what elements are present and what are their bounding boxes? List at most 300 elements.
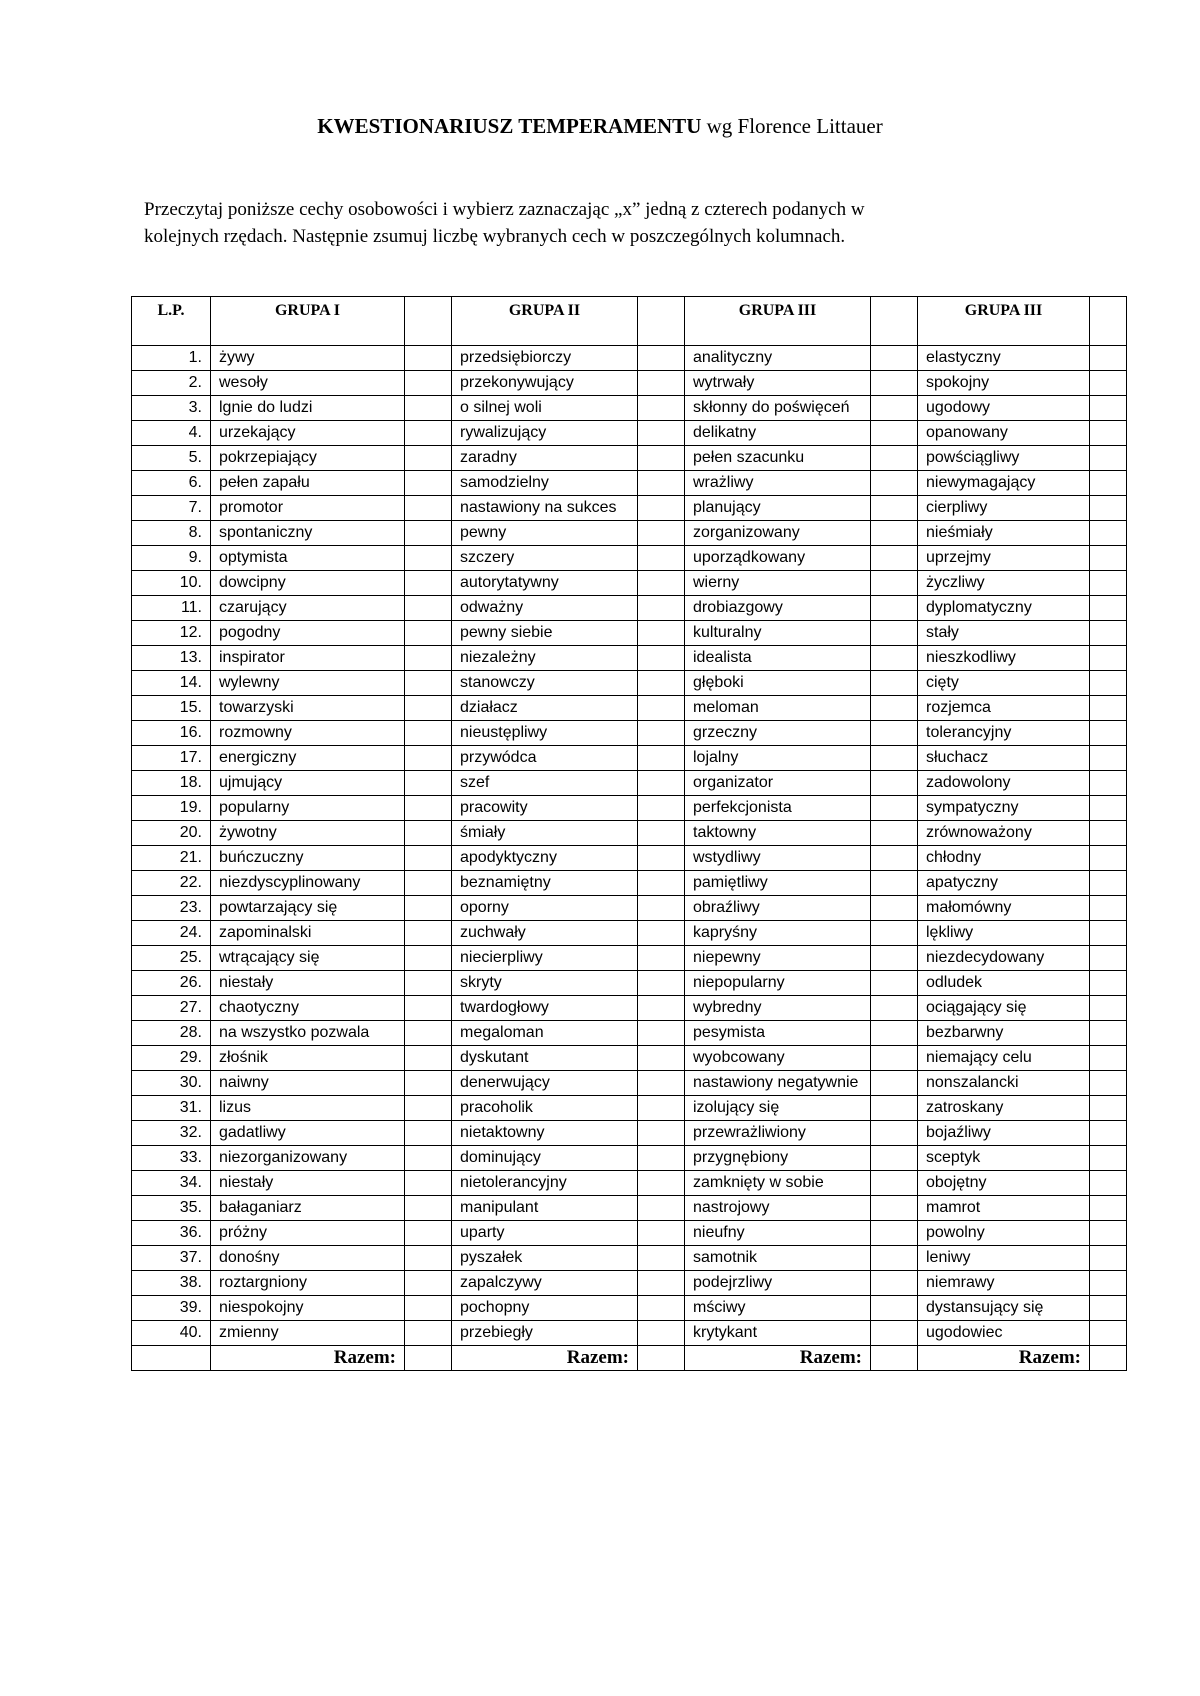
mark-box-grupa-2[interactable] — [638, 546, 685, 571]
mark-box-grupa-4[interactable] — [1090, 646, 1127, 671]
mark-box-grupa-4[interactable] — [1090, 521, 1127, 546]
mark-box-grupa-4[interactable] — [1090, 1296, 1127, 1321]
total-input-grupa-2[interactable] — [638, 1346, 685, 1371]
mark-box-grupa-1[interactable] — [405, 571, 452, 596]
mark-box-grupa-3[interactable] — [871, 821, 918, 846]
row-number: 36. — [132, 1221, 211, 1246]
row-number: 27. — [132, 996, 211, 1021]
mark-box-grupa-1[interactable] — [405, 696, 452, 721]
mark-box-grupa-1[interactable] — [405, 971, 452, 996]
trait-grupa-1: próżny — [211, 1221, 405, 1246]
trait-grupa-2: niezależny — [452, 646, 638, 671]
row-number: 4. — [132, 421, 211, 446]
mark-header-2 — [638, 297, 685, 346]
row-number: 34. — [132, 1171, 211, 1196]
trait-grupa-1: gadatliwy — [211, 1121, 405, 1146]
trait-grupa-1: donośny — [211, 1246, 405, 1271]
trait-grupa-3: wybredny — [685, 996, 871, 1021]
mark-box-grupa-3[interactable] — [871, 1121, 918, 1146]
mark-box-grupa-1[interactable] — [405, 1321, 452, 1346]
trait-grupa-4: spokojny — [918, 371, 1090, 396]
trait-grupa-1: niezorganizowany — [211, 1146, 405, 1171]
mark-box-grupa-1[interactable] — [405, 996, 452, 1021]
trait-grupa-2: pracowity — [452, 796, 638, 821]
trait-grupa-1: ujmujący — [211, 771, 405, 796]
total-label: Razem: — [452, 1346, 638, 1371]
row-number: 6. — [132, 471, 211, 496]
mark-box-grupa-3[interactable] — [871, 1321, 918, 1346]
table-row — [132, 721, 1127, 746]
trait-grupa-4: mamrot — [918, 1196, 1090, 1221]
mark-box-grupa-4[interactable] — [1090, 896, 1127, 921]
mark-box-grupa-3[interactable] — [871, 971, 918, 996]
mark-box-grupa-1[interactable] — [405, 521, 452, 546]
trait-grupa-3: nieufny — [685, 1221, 871, 1246]
trait-grupa-1: chaotyczny — [211, 996, 405, 1021]
mark-box-grupa-3[interactable] — [871, 1221, 918, 1246]
mark-box-grupa-2[interactable] — [638, 421, 685, 446]
mark-header-1 — [405, 297, 452, 346]
mark-box-grupa-4[interactable] — [1090, 721, 1127, 746]
trait-grupa-4: elastyczny — [918, 346, 1090, 371]
mark-box-grupa-2[interactable] — [638, 946, 685, 971]
mark-box-grupa-2[interactable] — [638, 496, 685, 521]
trait-grupa-1: czarujący — [211, 596, 405, 621]
mark-box-grupa-1[interactable] — [405, 896, 452, 921]
trait-grupa-1: lizus — [211, 1096, 405, 1121]
mark-box-grupa-1[interactable] — [405, 621, 452, 646]
mark-box-grupa-2[interactable] — [638, 1046, 685, 1071]
trait-grupa-1: niezdyscyplinowany — [211, 871, 405, 896]
mark-box-grupa-3[interactable] — [871, 796, 918, 821]
mark-box-grupa-4[interactable] — [1090, 1271, 1127, 1296]
trait-grupa-3: skłonny do poświęceń — [685, 396, 871, 421]
trait-grupa-2: przekonywujący — [452, 371, 638, 396]
mark-box-grupa-1[interactable] — [405, 1171, 452, 1196]
mark-box-grupa-2[interactable] — [638, 921, 685, 946]
mark-box-grupa-2[interactable] — [638, 371, 685, 396]
trait-grupa-3: organizator — [685, 771, 871, 796]
mark-box-grupa-4[interactable] — [1090, 346, 1127, 371]
mark-box-grupa-3[interactable] — [871, 1046, 918, 1071]
instructions-line-2: kolejnych rzędach. Następnie zsumuj liczbę wybranych cech w poszczególnych kolumnach. — [144, 226, 846, 247]
trait-grupa-3: drobiazgowy — [685, 596, 871, 621]
table-row — [132, 921, 1127, 946]
header-grupa-3: GRUPA III — [685, 297, 871, 346]
mark-box-grupa-3[interactable] — [871, 996, 918, 1021]
mark-box-grupa-1[interactable] — [405, 846, 452, 871]
mark-box-grupa-2[interactable] — [638, 596, 685, 621]
row-number: 29. — [132, 1046, 211, 1071]
mark-box-grupa-4[interactable] — [1090, 396, 1127, 421]
mark-box-grupa-3[interactable] — [871, 746, 918, 771]
title-bold: KWESTIONARIUSZ TEMPERAMENTU — [317, 114, 702, 138]
row-number: 3. — [132, 396, 211, 421]
mark-box-grupa-2[interactable] — [638, 871, 685, 896]
mark-box-grupa-2[interactable] — [638, 1321, 685, 1346]
mark-box-grupa-3[interactable] — [871, 496, 918, 521]
row-number: 40. — [132, 1321, 211, 1346]
mark-box-grupa-1[interactable] — [405, 1246, 452, 1271]
table-row — [132, 571, 1127, 596]
mark-box-grupa-2[interactable] — [638, 1196, 685, 1221]
mark-box-grupa-3[interactable] — [871, 1096, 918, 1121]
mark-box-grupa-3[interactable] — [871, 396, 918, 421]
trait-grupa-2: oporny — [452, 896, 638, 921]
total-input-grupa-4[interactable] — [1090, 1346, 1127, 1371]
mark-box-grupa-4[interactable] — [1090, 946, 1127, 971]
mark-box-grupa-2[interactable] — [638, 771, 685, 796]
mark-box-grupa-3[interactable] — [871, 571, 918, 596]
trait-grupa-1: powtarzający się — [211, 896, 405, 921]
trait-grupa-1: żywy — [211, 346, 405, 371]
mark-box-grupa-4[interactable] — [1090, 471, 1127, 496]
trait-grupa-4: stały — [918, 621, 1090, 646]
mark-box-grupa-1[interactable] — [405, 1071, 452, 1096]
mark-box-grupa-3[interactable] — [871, 946, 918, 971]
trait-grupa-2: szef — [452, 771, 638, 796]
mark-box-grupa-1[interactable] — [405, 1271, 452, 1296]
mark-box-grupa-3[interactable] — [871, 846, 918, 871]
trait-grupa-1: niespokojny — [211, 1296, 405, 1321]
mark-box-grupa-2[interactable] — [638, 846, 685, 871]
mark-box-grupa-4[interactable] — [1090, 1046, 1127, 1071]
mark-box-grupa-1[interactable] — [405, 671, 452, 696]
mark-box-grupa-3[interactable] — [871, 521, 918, 546]
trait-grupa-1: lgnie do ludzi — [211, 396, 405, 421]
mark-box-grupa-3[interactable] — [871, 1296, 918, 1321]
trait-grupa-4: bezbarwny — [918, 1021, 1090, 1046]
mark-box-grupa-2[interactable] — [638, 996, 685, 1021]
mark-box-grupa-1[interactable] — [405, 1046, 452, 1071]
mark-box-grupa-2[interactable] — [638, 446, 685, 471]
trait-grupa-4: opanowany — [918, 421, 1090, 446]
row-number: 15. — [132, 696, 211, 721]
mark-box-grupa-3[interactable] — [871, 1146, 918, 1171]
mark-box-grupa-3[interactable] — [871, 1071, 918, 1096]
trait-grupa-2: uparty — [452, 1221, 638, 1246]
mark-box-grupa-1[interactable] — [405, 646, 452, 671]
mark-box-grupa-2[interactable] — [638, 1271, 685, 1296]
mark-box-grupa-4[interactable] — [1090, 496, 1127, 521]
mark-header-3 — [871, 297, 918, 346]
mark-box-grupa-1[interactable] — [405, 471, 452, 496]
table-row — [132, 1096, 1127, 1121]
trait-grupa-1: energiczny — [211, 746, 405, 771]
mark-box-grupa-3[interactable] — [871, 721, 918, 746]
trait-grupa-3: pamiętliwy — [685, 871, 871, 896]
trait-grupa-4: rozjemca — [918, 696, 1090, 721]
trait-grupa-2: pewny — [452, 521, 638, 546]
mark-box-grupa-4[interactable] — [1090, 846, 1127, 871]
row-number: 7. — [132, 496, 211, 521]
mark-box-grupa-4[interactable] — [1090, 596, 1127, 621]
mark-box-grupa-1[interactable] — [405, 1121, 452, 1146]
mark-box-grupa-2[interactable] — [638, 696, 685, 721]
mark-box-grupa-2[interactable] — [638, 821, 685, 846]
trait-grupa-3: analityczny — [685, 346, 871, 371]
mark-box-grupa-2[interactable] — [638, 896, 685, 921]
table-row — [132, 621, 1127, 646]
header-grupa-1: GRUPA I — [211, 297, 405, 346]
mark-box-grupa-3[interactable] — [871, 696, 918, 721]
trait-grupa-4: ociągający się — [918, 996, 1090, 1021]
mark-box-grupa-4[interactable] — [1090, 1146, 1127, 1171]
mark-box-grupa-4[interactable] — [1090, 771, 1127, 796]
mark-box-grupa-4[interactable] — [1090, 971, 1127, 996]
mark-box-grupa-2[interactable] — [638, 471, 685, 496]
trait-grupa-3: głęboki — [685, 671, 871, 696]
mark-box-grupa-3[interactable] — [871, 671, 918, 696]
mark-box-grupa-1[interactable] — [405, 796, 452, 821]
mark-header-4 — [1090, 297, 1127, 346]
mark-box-grupa-4[interactable] — [1090, 871, 1127, 896]
mark-box-grupa-1[interactable] — [405, 596, 452, 621]
mark-box-grupa-1[interactable] — [405, 346, 452, 371]
mark-box-grupa-1[interactable] — [405, 1196, 452, 1221]
mark-box-grupa-1[interactable] — [405, 496, 452, 521]
trait-grupa-3: taktowny — [685, 821, 871, 846]
mark-box-grupa-1[interactable] — [405, 771, 452, 796]
mark-box-grupa-1[interactable] — [405, 396, 452, 421]
trait-grupa-4: sceptyk — [918, 1146, 1090, 1171]
mark-box-grupa-2[interactable] — [638, 646, 685, 671]
mark-box-grupa-2[interactable] — [638, 1096, 685, 1121]
trait-grupa-4: nieśmiały — [918, 521, 1090, 546]
table-row — [132, 1221, 1127, 1246]
table-row — [132, 996, 1127, 1021]
trait-grupa-3: przewrażliwiony — [685, 1121, 871, 1146]
trait-grupa-1: inspirator — [211, 646, 405, 671]
table-row — [132, 1021, 1127, 1046]
mark-box-grupa-3[interactable] — [871, 446, 918, 471]
trait-grupa-3: perfekcjonista — [685, 796, 871, 821]
table-body — [132, 346, 1127, 1346]
mark-box-grupa-4[interactable] — [1090, 446, 1127, 471]
mark-box-grupa-1[interactable] — [405, 1146, 452, 1171]
trait-grupa-2: dyskutant — [452, 1046, 638, 1071]
row-number: 2. — [132, 371, 211, 396]
mark-box-grupa-1[interactable] — [405, 721, 452, 746]
mark-box-grupa-1[interactable] — [405, 546, 452, 571]
mark-box-grupa-3[interactable] — [871, 871, 918, 896]
row-number: 10. — [132, 571, 211, 596]
trait-grupa-1: naiwny — [211, 1071, 405, 1096]
mark-box-grupa-2[interactable] — [638, 721, 685, 746]
trait-grupa-2: zaradny — [452, 446, 638, 471]
mark-box-grupa-2[interactable] — [638, 571, 685, 596]
mark-box-grupa-2[interactable] — [638, 1171, 685, 1196]
mark-box-grupa-3[interactable] — [871, 1271, 918, 1296]
trait-grupa-2: przywódca — [452, 746, 638, 771]
mark-box-grupa-1[interactable] — [405, 421, 452, 446]
table-row — [132, 1246, 1127, 1271]
mark-box-grupa-3[interactable] — [871, 621, 918, 646]
trait-grupa-1: rozmowny — [211, 721, 405, 746]
mark-box-grupa-3[interactable] — [871, 1196, 918, 1221]
row-number: 24. — [132, 921, 211, 946]
table-row — [132, 946, 1127, 971]
table-row — [132, 746, 1127, 771]
mark-box-grupa-1[interactable] — [405, 1021, 452, 1046]
mark-box-grupa-3[interactable] — [871, 771, 918, 796]
trait-grupa-3: kapryśny — [685, 921, 871, 946]
trait-grupa-3: planujący — [685, 496, 871, 521]
mark-box-grupa-4[interactable] — [1090, 546, 1127, 571]
mark-box-grupa-3[interactable] — [871, 371, 918, 396]
mark-box-grupa-4[interactable] — [1090, 621, 1127, 646]
row-number: 20. — [132, 821, 211, 846]
mark-box-grupa-4[interactable] — [1090, 371, 1127, 396]
mark-box-grupa-4[interactable] — [1090, 1021, 1127, 1046]
mark-box-grupa-2[interactable] — [638, 1221, 685, 1246]
row-number: 33. — [132, 1146, 211, 1171]
trait-grupa-4: słuchacz — [918, 746, 1090, 771]
mark-box-grupa-1[interactable] — [405, 1296, 452, 1321]
mark-box-grupa-2[interactable] — [638, 1146, 685, 1171]
trait-grupa-1: wesoły — [211, 371, 405, 396]
mark-box-grupa-2[interactable] — [638, 396, 685, 421]
mark-box-grupa-1[interactable] — [405, 446, 452, 471]
mark-box-grupa-4[interactable] — [1090, 1321, 1127, 1346]
mark-box-grupa-3[interactable] — [871, 546, 918, 571]
mark-box-grupa-4[interactable] — [1090, 821, 1127, 846]
mark-box-grupa-3[interactable] — [871, 421, 918, 446]
mark-box-grupa-1[interactable] — [405, 371, 452, 396]
table-row — [132, 846, 1127, 871]
trait-grupa-4: ugodowy — [918, 396, 1090, 421]
trait-grupa-3: mściwy — [685, 1296, 871, 1321]
trait-grupa-3: nastrojowy — [685, 1196, 871, 1221]
mark-box-grupa-2[interactable] — [638, 746, 685, 771]
mark-box-grupa-1[interactable] — [405, 746, 452, 771]
mark-box-grupa-4[interactable] — [1090, 796, 1127, 821]
table-row — [132, 371, 1127, 396]
mark-box-grupa-4[interactable] — [1090, 696, 1127, 721]
mark-box-grupa-3[interactable] — [871, 1171, 918, 1196]
trait-grupa-3: wytrwały — [685, 371, 871, 396]
mark-box-grupa-4[interactable] — [1090, 1121, 1127, 1146]
trait-grupa-4: lękliwy — [918, 921, 1090, 946]
total-label: Razem: — [918, 1346, 1090, 1371]
row-number: 19. — [132, 796, 211, 821]
total-input-grupa-3[interactable] — [871, 1346, 918, 1371]
trait-grupa-1: towarzyski — [211, 696, 405, 721]
instructions — [144, 196, 1064, 250]
mark-box-grupa-3[interactable] — [871, 471, 918, 496]
trait-grupa-4: niemrawy — [918, 1271, 1090, 1296]
header-grupa-2: GRUPA II — [452, 297, 638, 346]
mark-box-grupa-2[interactable] — [638, 1021, 685, 1046]
mark-box-grupa-4[interactable] — [1090, 921, 1127, 946]
mark-box-grupa-2[interactable] — [638, 671, 685, 696]
trait-grupa-2: odważny — [452, 596, 638, 621]
trait-grupa-1: złośnik — [211, 1046, 405, 1071]
mark-box-grupa-4[interactable] — [1090, 1071, 1127, 1096]
table-row — [132, 771, 1127, 796]
row-number: 13. — [132, 646, 211, 671]
mark-box-grupa-1[interactable] — [405, 946, 452, 971]
trait-grupa-1: dowcipny — [211, 571, 405, 596]
trait-grupa-1: buńczuczny — [211, 846, 405, 871]
trait-grupa-2: nieustępliwy — [452, 721, 638, 746]
mark-box-grupa-1[interactable] — [405, 871, 452, 896]
row-number: 11. — [132, 596, 211, 621]
total-input-grupa-1[interactable] — [405, 1346, 452, 1371]
trait-grupa-4: bojaźliwy — [918, 1121, 1090, 1146]
mark-box-grupa-3[interactable] — [871, 1246, 918, 1271]
trait-grupa-3: pesymista — [685, 1021, 871, 1046]
mark-box-grupa-2[interactable] — [638, 346, 685, 371]
mark-box-grupa-3[interactable] — [871, 896, 918, 921]
trait-grupa-3: meloman — [685, 696, 871, 721]
mark-box-grupa-3[interactable] — [871, 1021, 918, 1046]
mark-box-grupa-2[interactable] — [638, 1296, 685, 1321]
total-label: Razem: — [211, 1346, 405, 1371]
mark-box-grupa-4[interactable] — [1090, 996, 1127, 1021]
mark-box-grupa-2[interactable] — [638, 521, 685, 546]
mark-box-grupa-2[interactable] — [638, 1246, 685, 1271]
trait-grupa-3: wyobcowany — [685, 1046, 871, 1071]
trait-grupa-4: cięty — [918, 671, 1090, 696]
trait-grupa-2: samodzielny — [452, 471, 638, 496]
trait-grupa-2: rywalizujący — [452, 421, 638, 446]
mark-box-grupa-3[interactable] — [871, 346, 918, 371]
mark-box-grupa-4[interactable] — [1090, 671, 1127, 696]
row-number: 1. — [132, 346, 211, 371]
row-number: 8. — [132, 521, 211, 546]
table-row — [132, 596, 1127, 621]
trait-grupa-2: pracoholik — [452, 1096, 638, 1121]
mark-box-grupa-2[interactable] — [638, 1121, 685, 1146]
table-row — [132, 896, 1127, 921]
mark-box-grupa-2[interactable] — [638, 1071, 685, 1096]
mark-box-grupa-4[interactable] — [1090, 746, 1127, 771]
trait-grupa-4: powolny — [918, 1221, 1090, 1246]
mark-box-grupa-4[interactable] — [1090, 421, 1127, 446]
row-number: 39. — [132, 1296, 211, 1321]
mark-box-grupa-3[interactable] — [871, 646, 918, 671]
mark-box-grupa-4[interactable] — [1090, 1171, 1127, 1196]
table-row — [132, 421, 1127, 446]
trait-grupa-2: twardogłowy — [452, 996, 638, 1021]
table-row — [132, 1121, 1127, 1146]
mark-box-grupa-2[interactable] — [638, 796, 685, 821]
header-grupa-4: GRUPA III — [918, 297, 1090, 346]
trait-grupa-2: manipulant — [452, 1196, 638, 1221]
mark-box-grupa-1[interactable] — [405, 1096, 452, 1121]
mark-box-grupa-4[interactable] — [1090, 1096, 1127, 1121]
mark-box-grupa-2[interactable] — [638, 621, 685, 646]
trait-grupa-2: beznamiętny — [452, 871, 638, 896]
trait-grupa-3: lojalny — [685, 746, 871, 771]
trait-grupa-3: kulturalny — [685, 621, 871, 646]
mark-box-grupa-1[interactable] — [405, 1221, 452, 1246]
mark-box-grupa-4[interactable] — [1090, 571, 1127, 596]
mark-box-grupa-3[interactable] — [871, 921, 918, 946]
mark-box-grupa-3[interactable] — [871, 596, 918, 621]
mark-box-grupa-1[interactable] — [405, 921, 452, 946]
trait-grupa-3: krytykant — [685, 1321, 871, 1346]
mark-box-grupa-4[interactable] — [1090, 1196, 1127, 1221]
table-row — [132, 1271, 1127, 1296]
mark-box-grupa-1[interactable] — [405, 821, 452, 846]
mark-box-grupa-4[interactable] — [1090, 1246, 1127, 1271]
mark-box-grupa-2[interactable] — [638, 971, 685, 996]
mark-box-grupa-4[interactable] — [1090, 1221, 1127, 1246]
trait-grupa-3: wstydliwy — [685, 846, 871, 871]
trait-grupa-2: pyszałek — [452, 1246, 638, 1271]
